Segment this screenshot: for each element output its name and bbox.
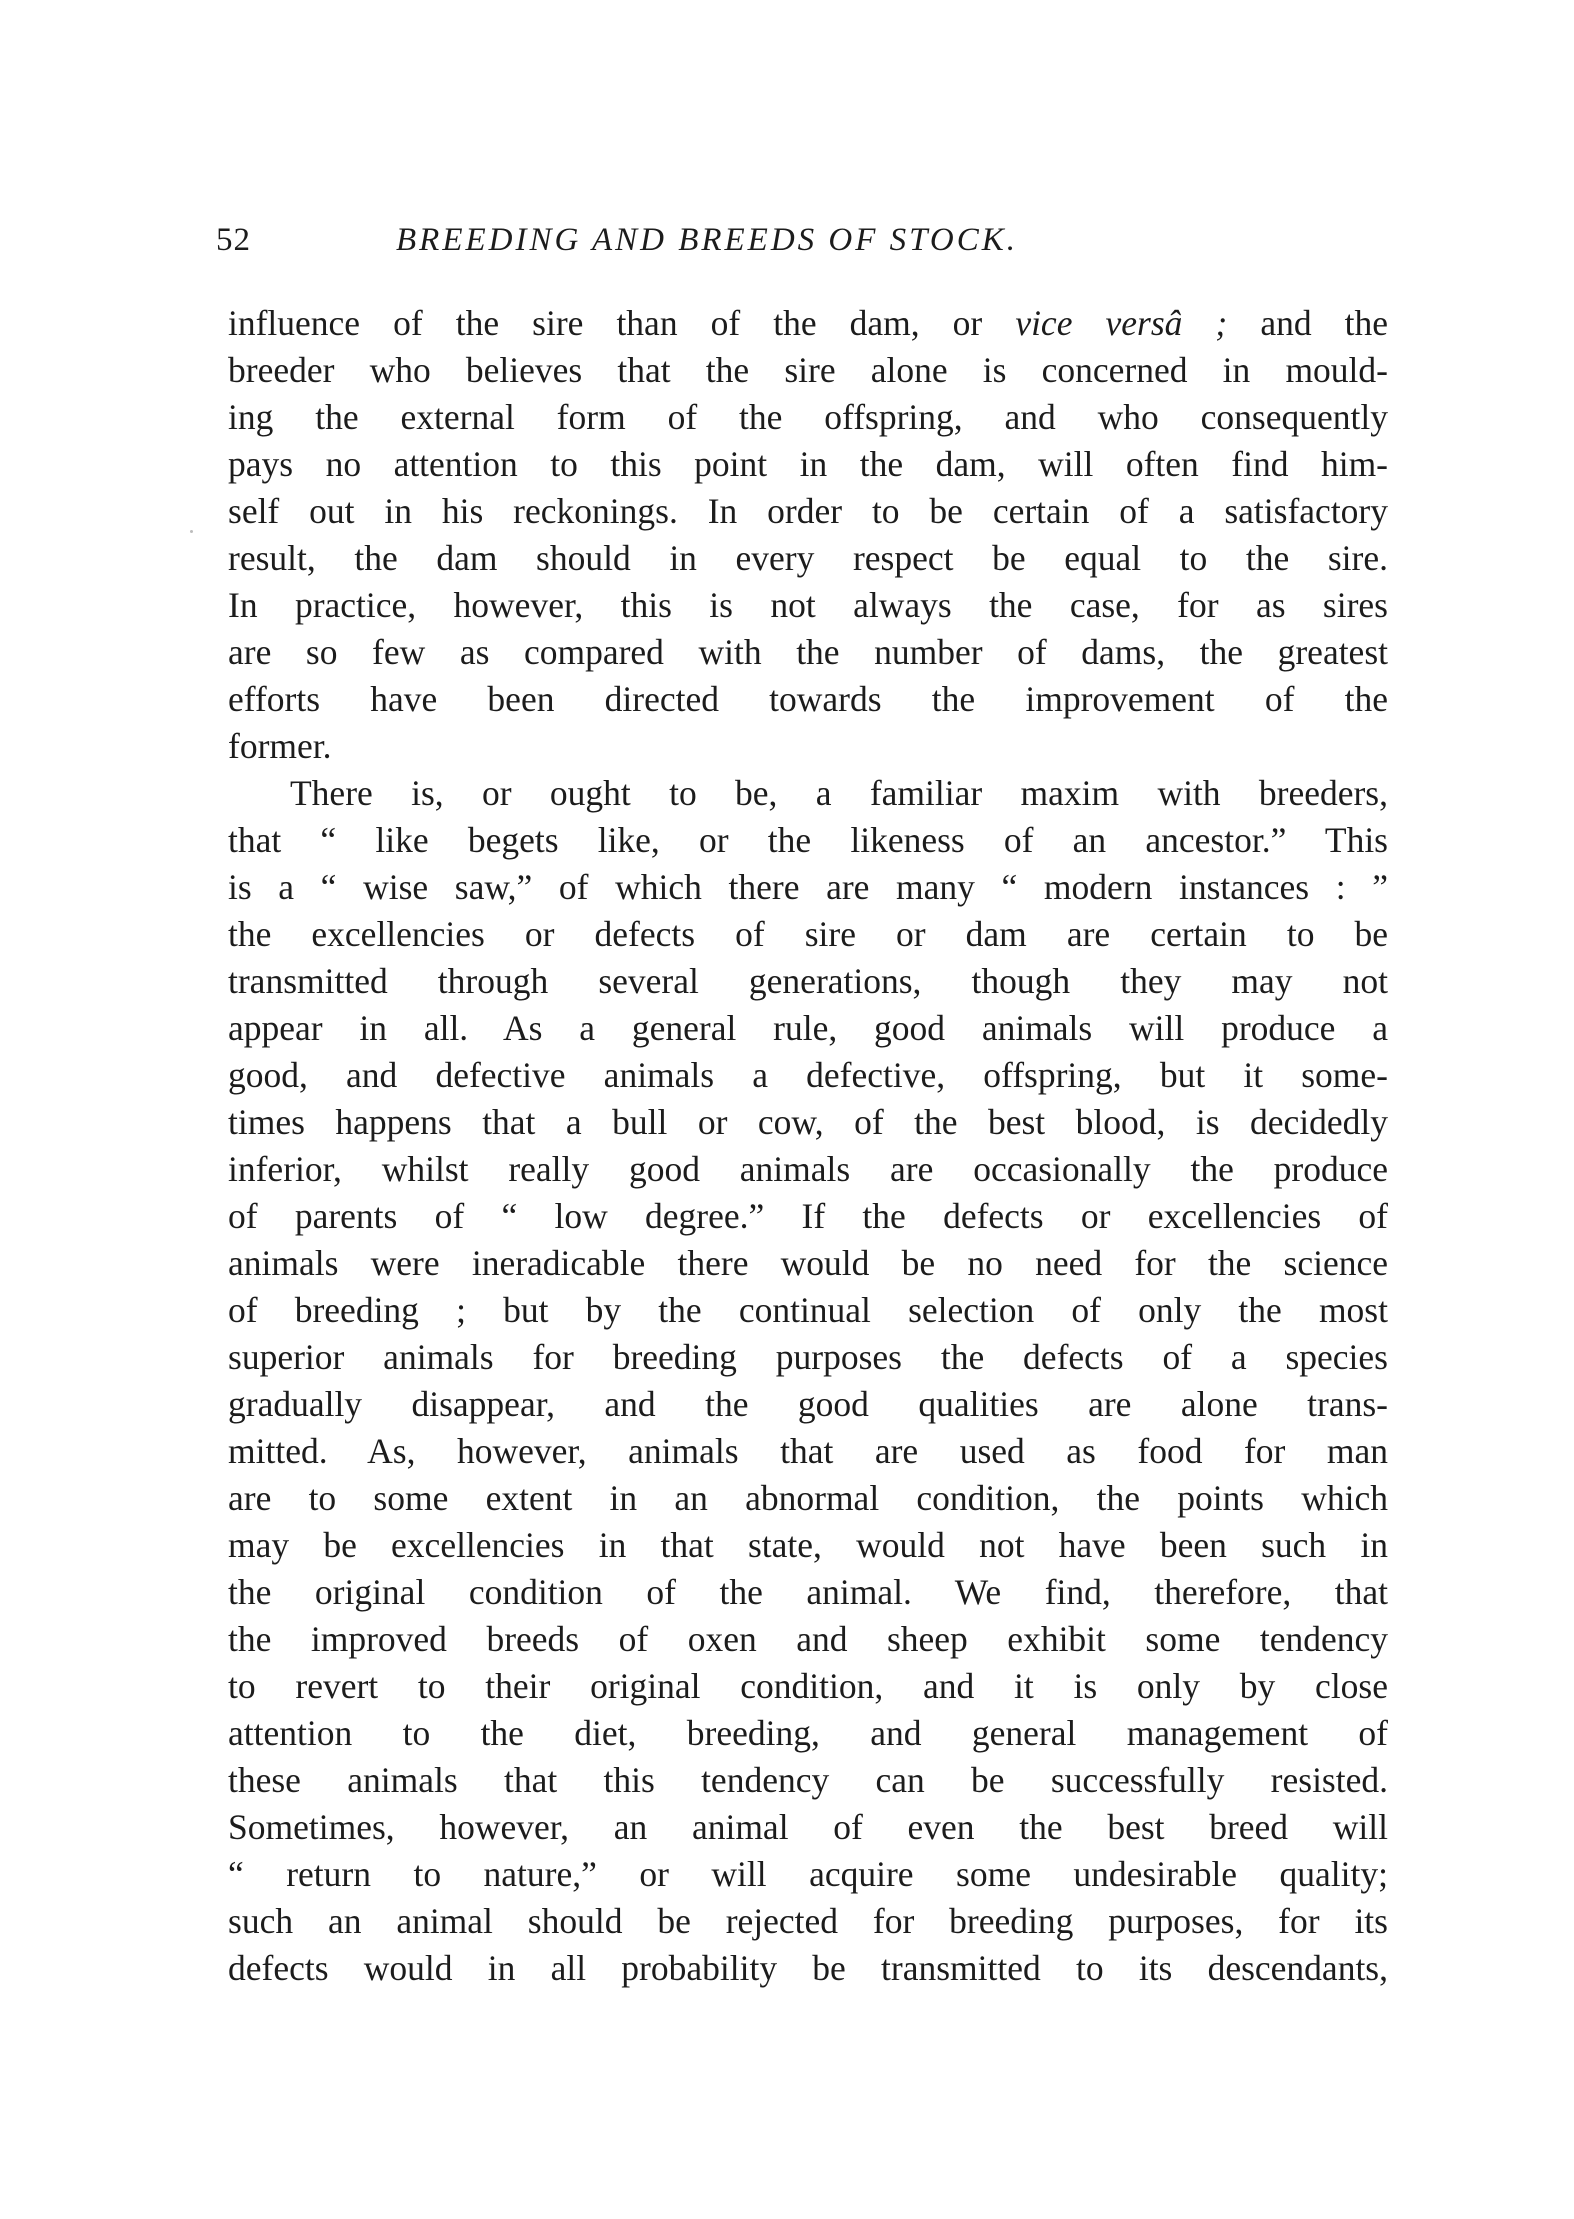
text-line: breeder who believes that the sire alone is concerned in mould- xyxy=(228,350,1388,390)
text-line: are to some extent in an abnormal condition, the points which xyxy=(228,1478,1388,1518)
page-header xyxy=(216,222,1386,272)
text-line: superior animals for breeding purposes the defects of a species xyxy=(228,1337,1388,1377)
text-line: times happens that a bull or cow, of the best blood, is decidedly xyxy=(228,1102,1388,1142)
text-line: such an animal should be rejected for breeding purposes, for its xyxy=(228,1901,1388,1941)
body-text xyxy=(228,300,1388,1992)
text-line: the original condition of the animal. We find, therefore, that xyxy=(228,1572,1388,1612)
text-line: transmitted through several generations, though they may not xyxy=(228,961,1388,1001)
text-line: “ return to nature,” or will acquire some undesirable quality; xyxy=(228,1854,1388,1894)
text-line: to revert to their original condition, and it is only by close xyxy=(228,1666,1388,1706)
text-line: the excellencies or defects of sire or dam are certain to be xyxy=(228,914,1388,954)
text-line: Sometimes, however, an animal of even the best breed will xyxy=(228,1807,1388,1847)
running-head: BREEDING AND BREEDS OF STOCK. xyxy=(396,222,1019,258)
text-line-end: and the xyxy=(1260,303,1388,343)
text-line: pays no attention to this point in the dam, will often find him- xyxy=(228,444,1388,484)
margin-speck xyxy=(190,530,193,533)
text-line: gradually disappear, and the good qualities are alone trans- xyxy=(228,1384,1388,1424)
paragraph-1 xyxy=(228,300,1388,770)
text-line: inferior, whilst really good animals are occasionally the produce xyxy=(228,1149,1388,1189)
text-line: of breeding ; but by the continual selection of only the most xyxy=(228,1290,1388,1330)
text-line: attention to the diet, breeding, and general management of xyxy=(228,1713,1388,1753)
text-line: of parents of “ low degree.” If the defects or excellencies of xyxy=(228,1196,1388,1236)
text-line: ing the external form of the offspring, and who consequently xyxy=(228,397,1388,437)
text-line: appear in all. As a general rule, good animals will produce a xyxy=(228,1008,1388,1048)
text-line: self out in his reckonings. In order to be certain of a satisfactory xyxy=(228,491,1388,531)
text-line: animals were ineradicable there would be no need for the science xyxy=(228,1243,1388,1283)
text-line: efforts have been directed towards the improvement of the xyxy=(228,679,1388,719)
text-line: defects would in all probability be transmitted to its descendants, xyxy=(228,1948,1388,1988)
paragraph-2 xyxy=(228,770,1388,1992)
text-line: result, the dam should in every respect be equal to the sire. xyxy=(228,538,1388,578)
text-line: may be excellencies in that state, would not have been such in xyxy=(228,1525,1388,1565)
text-line: are so few as compared with the number of dams, the greatest xyxy=(228,632,1388,672)
text-line: the improved breeds of oxen and sheep exhibit some tendency xyxy=(228,1619,1388,1659)
italic-phrase: vice versâ ; xyxy=(1015,303,1228,343)
text-line: that “ like begets like, or the likeness of an ancestor.” This xyxy=(228,820,1388,860)
page-number: 52 xyxy=(216,222,251,258)
text-line: In practice, however, this is not always the case, for as sires xyxy=(228,585,1388,625)
text-line-start: influence of the sire than of the dam, or xyxy=(228,303,983,343)
text-line: mitted. As, however, animals that are used as food for man xyxy=(228,1431,1388,1471)
text-line: good, and defective animals a defective, offspring, but it some- xyxy=(228,1055,1388,1095)
text-line: is a “ wise saw,” of which there are many “ modern instances : ” xyxy=(228,867,1388,907)
text-line: There is, or ought to be, a familiar maxim with breeders, xyxy=(290,773,1388,813)
text-line: former. xyxy=(228,726,332,766)
text-line xyxy=(228,300,1388,347)
text-line: these animals that this tendency can be successfully resisted. xyxy=(228,1760,1388,1800)
